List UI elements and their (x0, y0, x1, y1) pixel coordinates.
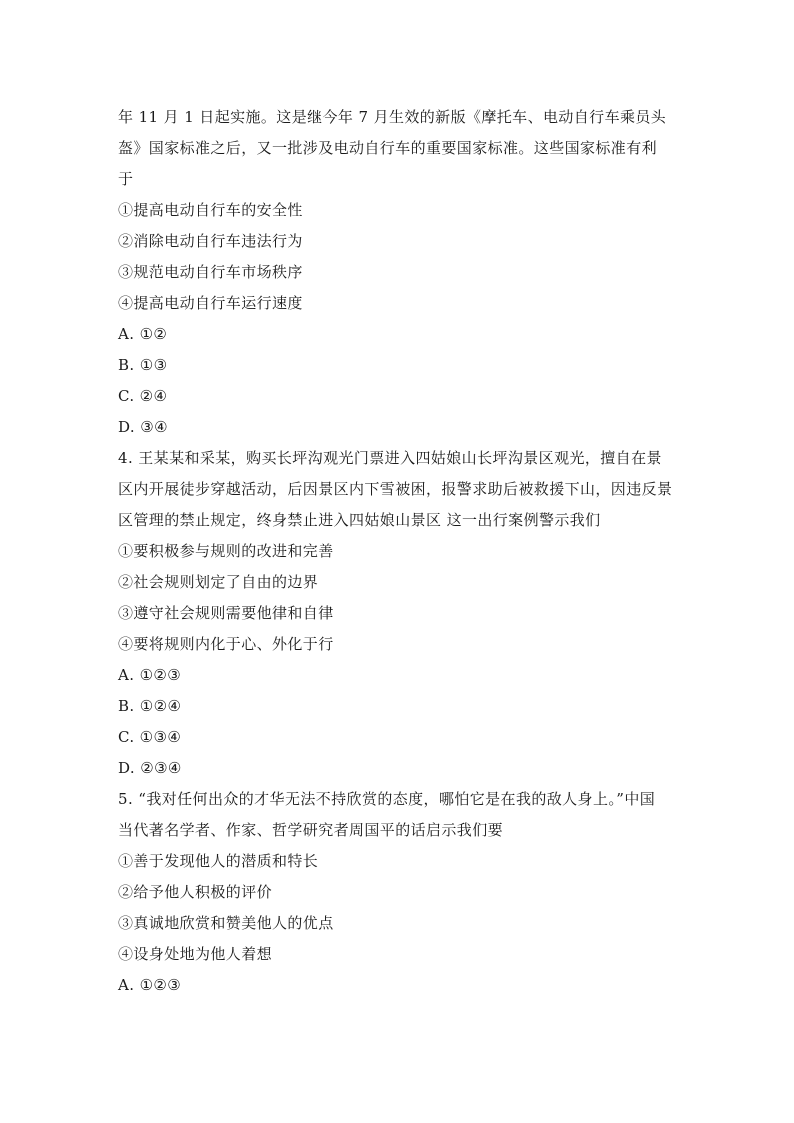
text-line: 年 11 月 1 日起实施。这是继今年 7 月生效的新版《摩托车、电动自行车乘员头 (118, 108, 667, 126)
answer-choice: B. ①②④ (118, 697, 182, 715)
answer-choice: D. ②③④ (118, 759, 182, 777)
question-stem: 区管理的禁止规定，终身禁止进入四姑娘山景区 这一出行案例警示我们 (118, 511, 601, 529)
statement-option: ③真诚地欣赏和赞美他人的优点 (118, 914, 334, 932)
question-stem: 当代著名学者、作家、哲学研究者周国平的话启示我们要 (118, 821, 504, 839)
statement-option: ④要将规则内化于心、外化于行 (118, 635, 334, 653)
question-text (118, 102, 678, 1001)
statement-option: ②给予他人积极的评价 (118, 883, 273, 901)
question-stem: 区内开展徒步穿越活动，后因景区内下雪被困，报警求助后被救援下山，因违反景 (118, 480, 673, 498)
answer-choice: C. ①③④ (118, 728, 182, 746)
answer-choice: A. ①②③ (118, 976, 182, 994)
text-line: 于 (118, 170, 134, 188)
statement-option: ④提高电动自行车运行速度 (118, 294, 303, 312)
statement-option: ①提高电动自行车的安全性 (118, 201, 303, 219)
answer-choice: C. ②④ (118, 387, 168, 405)
question-stem: 4. 王某某和采某，购买长坪沟观光门票进入四姑娘山长坪沟景区观光，擅自在景 (118, 449, 662, 467)
statement-option: ①要积极参与规则的改进和完善 (118, 542, 334, 560)
statement-option: ③遵守社会规则需要他律和自律 (118, 604, 334, 622)
answer-choice: B. ①③ (118, 356, 168, 374)
statement-option: ②消除电动自行车违法行为 (118, 232, 303, 250)
statement-option: ②社会规则划定了自由的边界 (118, 573, 319, 591)
answer-choice: D. ③④ (118, 418, 168, 436)
statement-option: ④设身处地为他人着想 (118, 945, 273, 963)
statement-option: ③规范电动自行车市场秩序 (118, 263, 303, 281)
answer-choice: A. ①② (118, 325, 168, 343)
question-stem: 5. “我对任何出众的才华无法不持欣赏的态度，哪怕它是在我的敌人身上。”中国 (118, 790, 656, 808)
statement-option: ①善于发现他人的潜质和特长 (118, 852, 319, 870)
answer-choice: A. ①②③ (118, 666, 182, 684)
text-line: 盔》国家标准之后，又一批涉及电动自行车的重要国家标准。这些国家标准有利 (118, 139, 658, 157)
